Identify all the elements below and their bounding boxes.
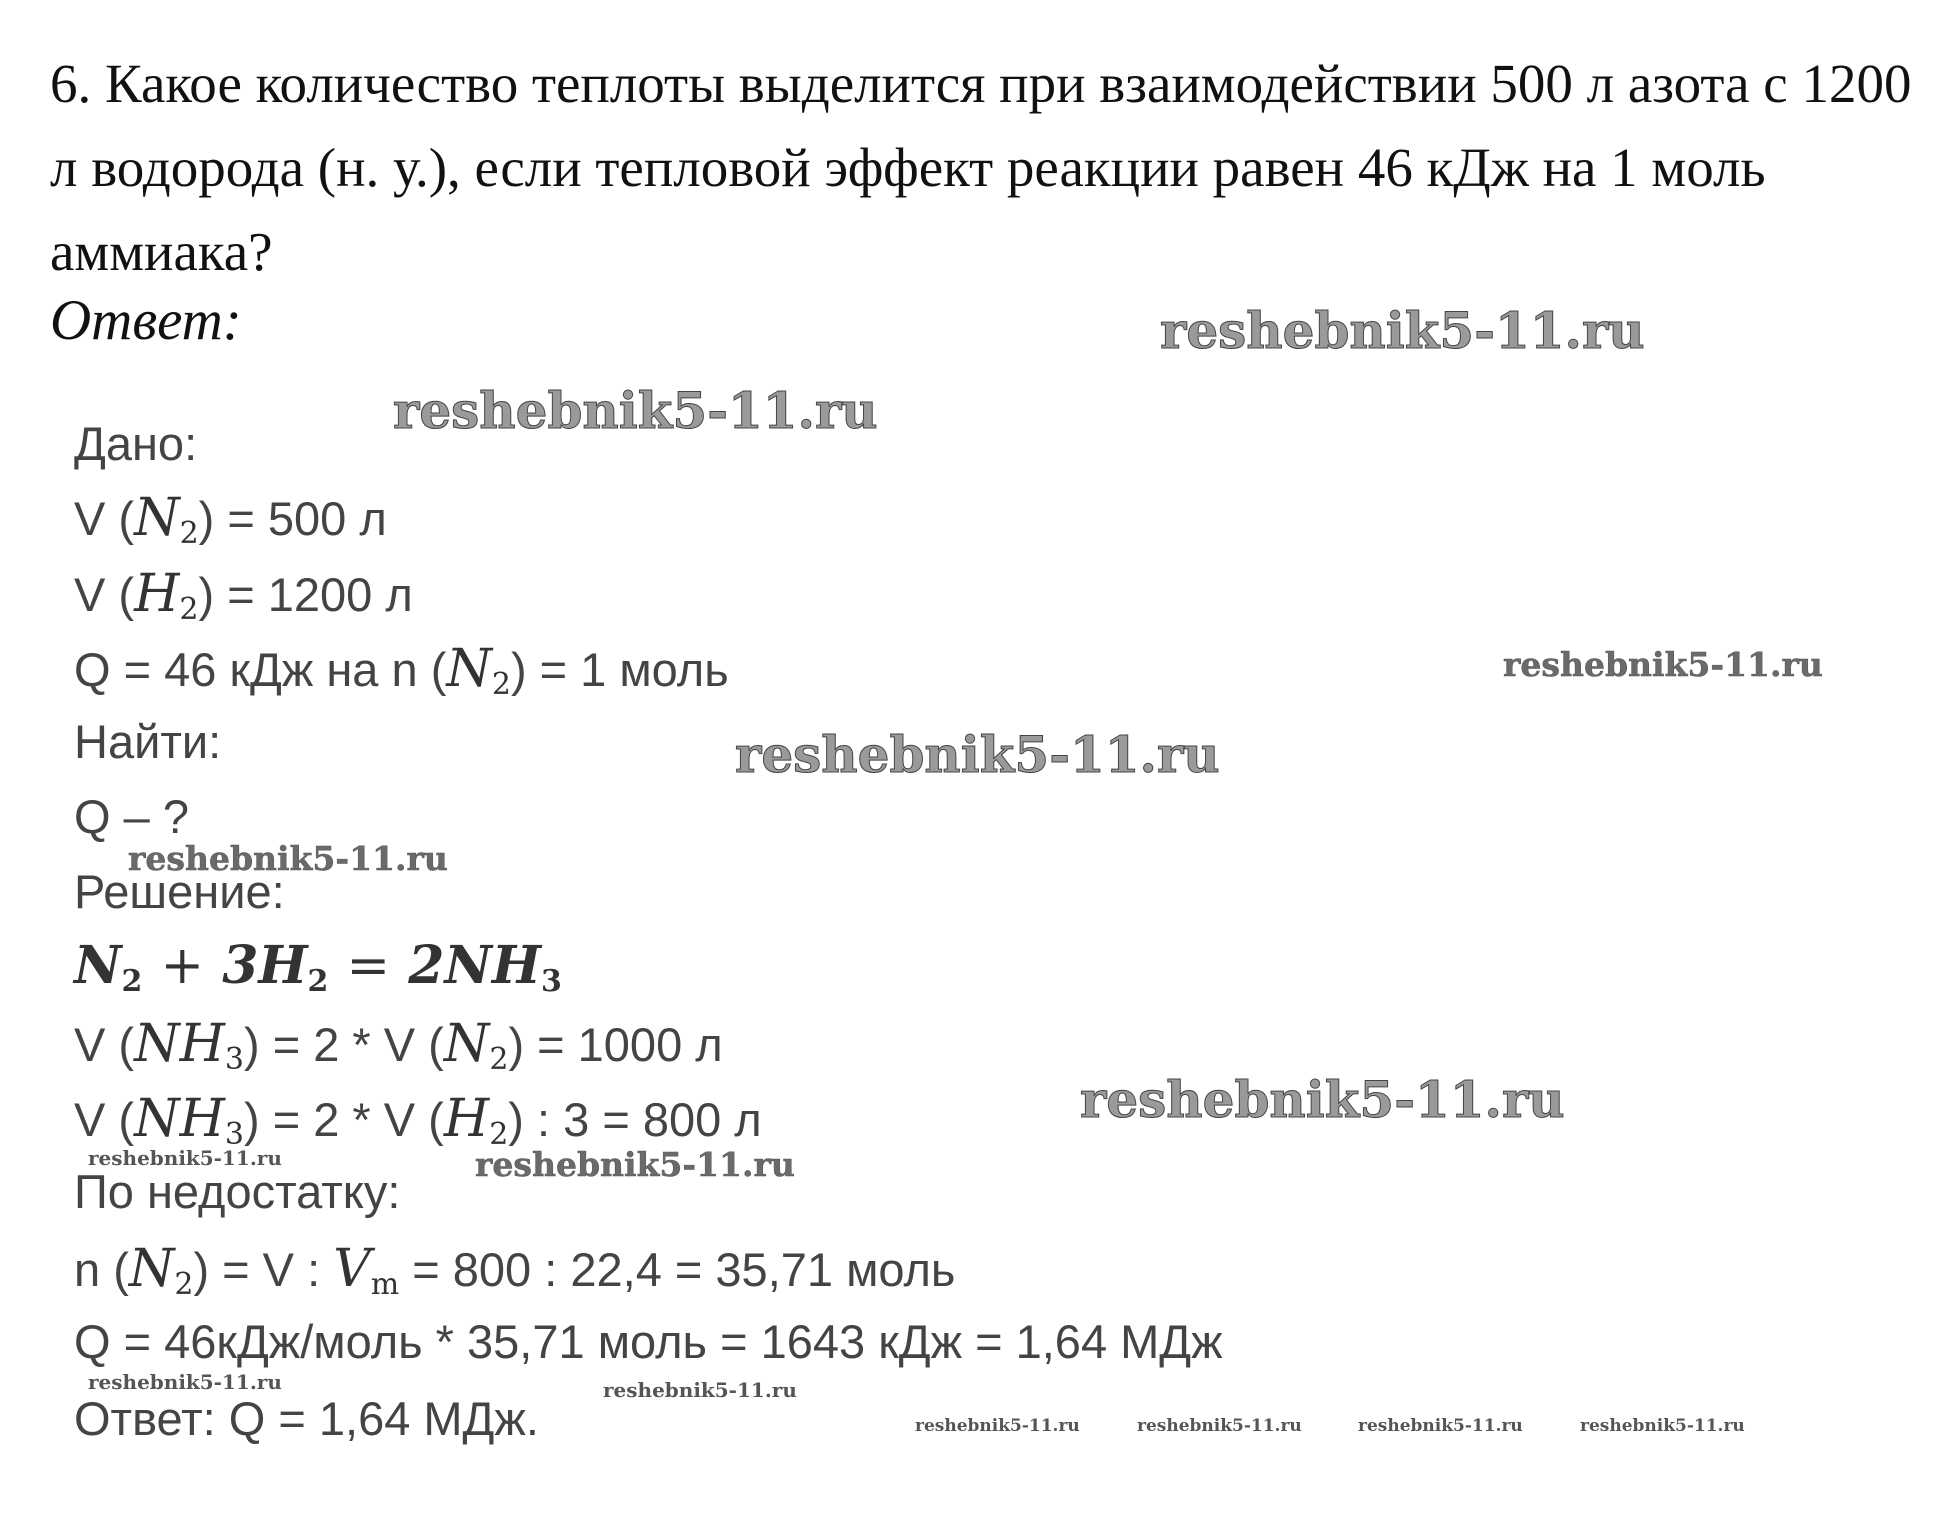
given-volume-h2: V $(H_2) = 1200$ л [74,564,413,627]
watermark: reshebnik5-11.ru [88,1146,282,1170]
solution-title: Решение: [74,865,285,918]
find-title: Найти: [74,715,222,768]
question-text: 6. Какое количество теплоты выделится при взаимодействии 500 л азота с 1200 л водорода (н. у.), если тепловой эффект реакции равен 46 кДж на 1 моль аммиака? [50,53,1912,282]
calc-moles-n2: n $(N_2) = V$ : $V_m = 800$ : 22,4 = 35,71 моль [74,1239,956,1302]
watermark: reshebnik5-11.ru [603,1378,797,1402]
find-value: Q – ? [74,790,189,843]
given-heat-effect: Q = 46 кДж на n $(N_2) = 1$ моль [74,639,729,702]
watermark: reshebnik5-11.ru [393,381,878,440]
watermark: reshebnik5-11.ru [475,1145,795,1184]
watermark: reshebnik5-11.ru [128,839,448,878]
watermark: reshebnik5-11.ru [735,725,1220,784]
given-volume-n2: V $(N_2) = 500$ л [74,488,387,551]
watermark: reshebnik5-11.ru [915,1416,1080,1436]
given-title: Дано: [74,417,198,470]
calc-volume-nh3-from-h2: V $(NH_3) = 2 * V$ $(H_2)$ : 3 = 800 л [74,1089,762,1152]
watermark: reshebnik5-11.ru [1080,1070,1565,1129]
watermark: reshebnik5-11.ru [1137,1416,1302,1436]
final-answer: Ответ: Q = 1,64 МДж. [74,1392,539,1445]
watermark: reshebnik5-11.ru [1503,645,1823,684]
reaction-equation: $N_2 + 3H_2 = 2NH_3$ [74,935,562,999]
watermark: reshebnik5-11.ru [1580,1416,1745,1436]
answer-label: Ответ: [50,289,242,352]
calc-heat: Q = 46кДж/моль * 35,71 моль = 1643 кДж = 1,64 МДж [74,1315,1223,1368]
watermark: reshebnik5-11.ru [88,1370,282,1394]
deficit-title: По недостатку: [74,1165,401,1218]
calc-volume-nh3-from-n2: V $(NH_3) = 2 * V$ $(N_2) = 1000$ л [74,1014,723,1077]
watermark: reshebnik5-11.ru [1160,301,1645,360]
watermark: reshebnik5-11.ru [1358,1416,1523,1436]
